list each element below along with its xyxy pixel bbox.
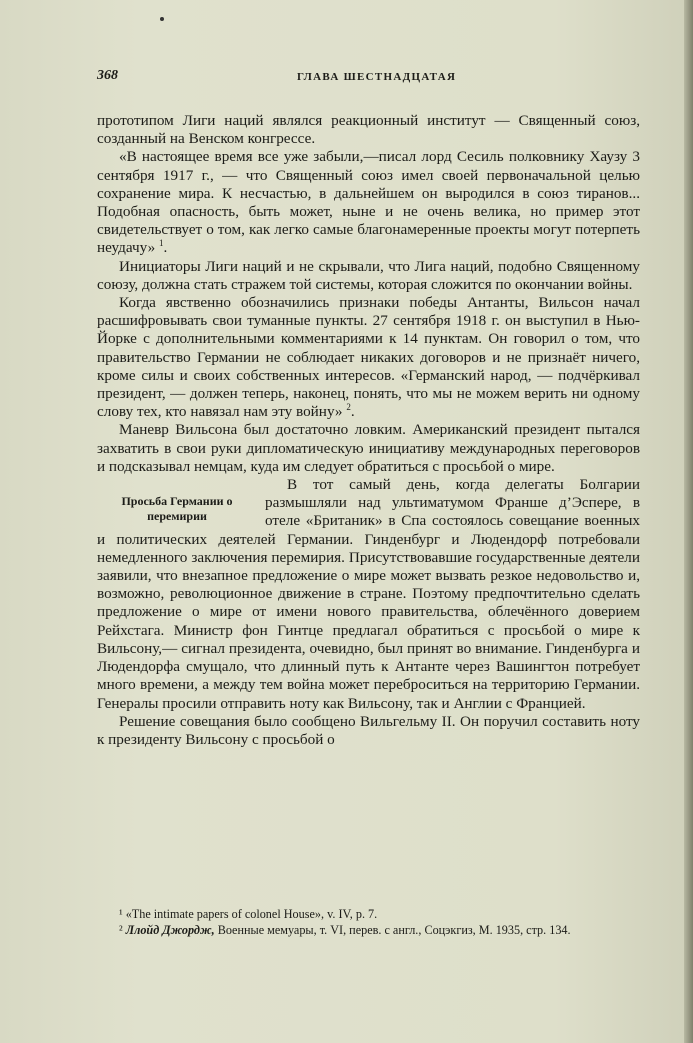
paragraph-text: прототипом Лиги наций являлся реакционный институт — Священный союз, созданный на Венском конгрессе. bbox=[97, 112, 640, 148]
punctuation: . bbox=[163, 239, 168, 257]
footnote-1 bbox=[97, 906, 640, 922]
paragraph-text: Маневр Вильсона был достаточно ловким. Американский президент пытался захватить в свои руки дипломатическую инициативу международных переговоров и подсказывал немцам, куда им следует обратиться с просьбой о мире. bbox=[97, 421, 640, 475]
body-text bbox=[97, 112, 640, 749]
page-edge-shadow bbox=[684, 0, 693, 1043]
footnote-mark: ¹ bbox=[119, 907, 123, 921]
paragraph-text: Инициаторы Лиги наций и не скрывали, что Лига наций, подобно Священному союзу, должна стать стражем той системы, которая сложится по окончании войны. bbox=[97, 257, 640, 293]
paragraph bbox=[97, 112, 640, 148]
footnote-author: Ллойд Джордж, bbox=[125, 923, 215, 937]
punctuation: . bbox=[350, 403, 355, 421]
footnote-text: «The intimate papers of colonel House», v. IV, p. 7. bbox=[125, 907, 378, 921]
paragraph bbox=[97, 148, 640, 257]
paragraph-text: «В настоящее время все уже забыли,—писал лорд Сесиль полковнику Хаузу 3 сентября 1917 г., — что Священный союз имел своей первоначальной целью сохранение мира. К несчастью, в дальнейшем он выродился в союз тиранов... Подобная опасность, быть может, ныне и не очень велика, но пример этот свидетельствует о том, как легко самые благонамеренные проекты могут потерпеть неудачу» bbox=[97, 148, 640, 257]
side-heading: Просьба Германии о перемирии bbox=[121, 494, 233, 524]
footnote-2 bbox=[97, 922, 640, 938]
ink-speck bbox=[160, 17, 164, 21]
running-header bbox=[97, 68, 640, 88]
paragraph bbox=[97, 421, 640, 476]
footnote-ref[interactable]: 1 bbox=[159, 238, 164, 249]
footnote-text: Военные мемуары, т. VI, перев. с англ., Соцэкгиз, М. 1935, стр. 134. bbox=[217, 923, 571, 937]
paragraph bbox=[97, 294, 640, 421]
chapter-title: ГЛАВА ШЕСТНАДЦАТАЯ bbox=[297, 71, 457, 83]
paragraph-text: Когда явственно обозначились признаки победы Антанты, Вильсон начал расшифровывать свои туманные пункты. 27 сентября 1918 г. он выступил в Нью-Йорке с дополнительными комментариями к 14 пунктам. Он говорил о том, что правительство Германии не соблюдает никаких договоров и не признаёт ничего, кроме силы и своих собственных интересов. «Германский народ, — подчёркивал президент, — должен теперь, наконец, понять, что мы не можем верить ни одному слову тех, кто навязал нам эту войну» bbox=[97, 294, 640, 421]
page-number: 368 bbox=[97, 68, 118, 83]
footnote-ref[interactable]: 2 bbox=[346, 402, 351, 413]
footnote-mark: ² bbox=[119, 923, 123, 937]
paragraph-text: В тот самый день, когда делегаты Болгарии размышляли над ультиматумом Франше д’Эспере, в отеле «Британик» в Спа состоялось совещание военных и политических деятелей Германии. Гинденбург и Людендорф потребовали немедленного заключения перемирия. Присутствовавшие государственные деятели заявили, что внезапное предложение о мире может вызвать резкое недовольство и, возможно, революционное движение в стране. Поэтому предпочтительно сделать предложение о мире от имени нового правительства, облечённого доверием Рейхстага. Министр фон Гинтце предлагал обратиться с просьбой о мире к Вильсону,— сигнал президента, очевидно, был принят во внимание. Гинденбурга и Людендорфа смущало, что длинный путь к Антанте через Вашингтон потребует много времени, а между тем война может переброситься на территорию Германии. Генералы просили отправить ноту как Вильсону, так и Англии с Францией. bbox=[97, 476, 640, 712]
paragraph-text: Решение совещания было сообщено Вильгельму II. Он поручил составить ноту к президенту Вильсону с просьбой о bbox=[97, 712, 640, 748]
paragraph bbox=[97, 258, 640, 294]
footnotes bbox=[97, 906, 640, 938]
paragraph bbox=[97, 713, 640, 749]
